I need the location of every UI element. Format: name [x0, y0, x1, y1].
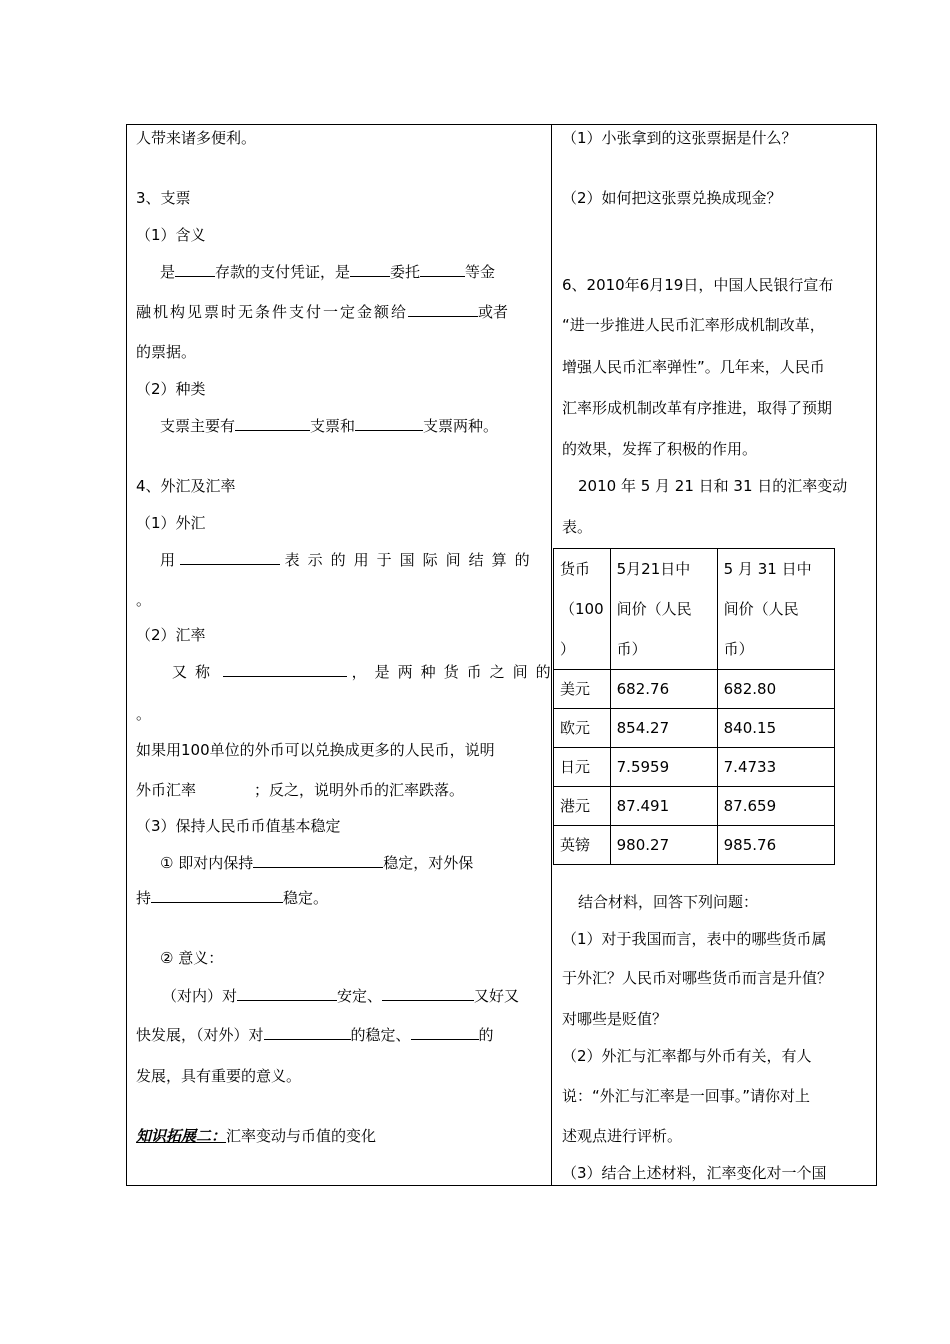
rate-cell: 682.80 [717, 670, 834, 709]
text-line: 的票据。 [136, 343, 197, 361]
text-line [136, 780, 464, 800]
subsection-title: （2）种类 [136, 380, 206, 398]
text-line: ② 意义： [160, 949, 224, 967]
text-line [162, 986, 519, 1006]
header-text: 币） [723, 640, 754, 658]
table-header-cell [610, 549, 717, 670]
text: （对内）对 [162, 987, 238, 1005]
text: 支票和 [310, 417, 356, 435]
table-row [554, 670, 835, 709]
text-line: 。 [136, 591, 152, 609]
text-line: 6、2010年6月19日，中国人民银行宣布 [562, 276, 834, 294]
text-line: （1）对于我国而言，表中的哪些货币属 [562, 930, 827, 948]
text: ；反之，说明外币的汇率跌落。 [254, 781, 465, 799]
text-line: 于外汇？人民币对哪些货币而言是升值？ [562, 969, 833, 987]
table-header-cell [717, 549, 834, 670]
header-text: 间价（人民 [616, 600, 692, 618]
text: 持 [136, 889, 152, 907]
header-text: ） [560, 640, 576, 658]
subsection-title: （1）含义 [136, 226, 206, 244]
header-text: 5 月 31 日中 [723, 560, 812, 578]
header-text: 货币 [560, 560, 591, 578]
extension-text: 汇率变动与币值的变化 [226, 1127, 377, 1145]
blank [151, 888, 283, 903]
currency-cell: 港元 [554, 787, 611, 826]
blank [355, 416, 423, 431]
table-row [554, 787, 835, 826]
currency-cell: 欧元 [554, 709, 611, 748]
text-line [136, 888, 328, 908]
text-line: 述观点进行评析。 [562, 1127, 683, 1145]
text: 委托 [390, 263, 421, 281]
text: 稳定。 [283, 889, 329, 907]
rate-cell: 87.659 [717, 787, 834, 826]
text: 是 [160, 263, 176, 281]
header-text: 币） [616, 640, 647, 658]
header-text: 间价（人民 [723, 600, 799, 618]
text-line: （3）结合上述材料，汇率变化对一个国 [562, 1164, 827, 1182]
text-line: 汇率形成机制改革有序推进，取得了预期 [562, 399, 833, 417]
text: 又好又 [474, 987, 520, 1005]
text-line: 如果用100单位的外币可以兑换成更多的人民币，说明 [136, 741, 495, 759]
text-line: 说：“外汇与汇率是一回事。”请你对上 [562, 1087, 811, 1105]
text-line: 的效果，发挥了积极的作用。 [562, 440, 758, 458]
rate-cell: 854.27 [610, 709, 717, 748]
text-line: 增强人民币汇率弹性”。几年来，人民币 [562, 358, 825, 376]
text: 稳定，对外保 [383, 854, 474, 872]
text-line: （2）外汇与汇率都与外币有关，有人 [562, 1047, 812, 1065]
blank [408, 302, 478, 317]
rate-cell: 840.15 [717, 709, 834, 748]
currency-cell: 日元 [554, 748, 611, 787]
text-line [172, 662, 559, 682]
text: 快发展，（对外）对 [136, 1026, 264, 1044]
table-row [554, 826, 835, 865]
question: （2）如何把这张票兑换成现金？ [562, 189, 782, 207]
text: 等金 [465, 263, 496, 281]
currency-cell: 英镑 [554, 826, 611, 865]
subsection-title: （2）汇率 [136, 626, 206, 644]
text-line [160, 416, 498, 436]
table-row [554, 748, 835, 787]
text-line: 发展，具有重要的意义。 [136, 1067, 302, 1085]
question: （1）小张拿到的这张票据是什么？ [562, 129, 797, 147]
rate-cell: 7.5959 [610, 748, 717, 787]
text-line: 对哪些是贬值？ [562, 1010, 668, 1028]
text: 存款的支付凭证，是 [215, 263, 351, 281]
header-text: （100 [560, 600, 604, 618]
blank [264, 1025, 351, 1040]
text: ，是两种货币之间的 [351, 663, 559, 681]
text-line: 人带来诸多便利。 [136, 129, 257, 147]
blank [237, 986, 337, 1001]
text: 用 [160, 551, 176, 569]
blank [253, 853, 383, 868]
blank [350, 262, 390, 277]
text-line [160, 853, 473, 873]
table-header-cell [554, 549, 611, 670]
text-line: 结合材料，回答下列问题： [578, 893, 759, 911]
text: 又称 [172, 663, 219, 681]
section-title: 3、支票 [136, 189, 191, 207]
blank [223, 662, 347, 677]
text: 或者 [478, 303, 509, 321]
text-line [160, 550, 538, 570]
blank [235, 416, 310, 431]
blank [175, 262, 215, 277]
text: ① 即对内保持 [160, 854, 254, 872]
text: 的稳定、 [350, 1026, 411, 1044]
text: 表示的用于国际间结算的 [284, 551, 538, 569]
rate-cell: 980.27 [610, 826, 717, 865]
blank [382, 986, 474, 1001]
rate-cell: 682.76 [610, 670, 717, 709]
text-line [136, 302, 508, 322]
text: 融机构见票时无条件支付一定金额给 [136, 303, 409, 321]
text-line [136, 1025, 494, 1045]
rate-cell: 985.76 [717, 826, 834, 865]
rate-cell: 7.4733 [717, 748, 834, 787]
text-line: “进一步推进人民币汇率形成机制改革， [562, 316, 825, 334]
text: 支票两种。 [423, 417, 499, 435]
subsection-title: （1）外汇 [136, 514, 206, 532]
section-title: 4、外汇及汇率 [136, 477, 236, 495]
table-row [554, 709, 835, 748]
header-text: 5月21日中 [616, 560, 691, 578]
subsection-title: （3）保持人民币币值基本稳定 [136, 817, 341, 835]
text: 安定、 [337, 987, 383, 1005]
text: 支票主要有 [160, 417, 236, 435]
column-divider [551, 124, 552, 1186]
text: 的 [478, 1026, 494, 1044]
blank [180, 550, 280, 565]
extension-label: 知识拓展二： [136, 1127, 227, 1145]
text: 外币汇率 [136, 781, 197, 799]
text-line [160, 262, 544, 282]
table-header-row [554, 549, 835, 670]
text-line: 。 [136, 705, 152, 723]
extension-heading [136, 1126, 376, 1146]
text-line: 2010 年 5 月 21 日和 31 日的汇率变动 [578, 477, 848, 495]
exchange-rate-table [553, 548, 835, 865]
rate-cell: 87.491 [610, 787, 717, 826]
blank [411, 1025, 479, 1040]
blank [420, 262, 465, 277]
currency-cell: 美元 [554, 670, 611, 709]
text-line: 表。 [562, 518, 593, 536]
